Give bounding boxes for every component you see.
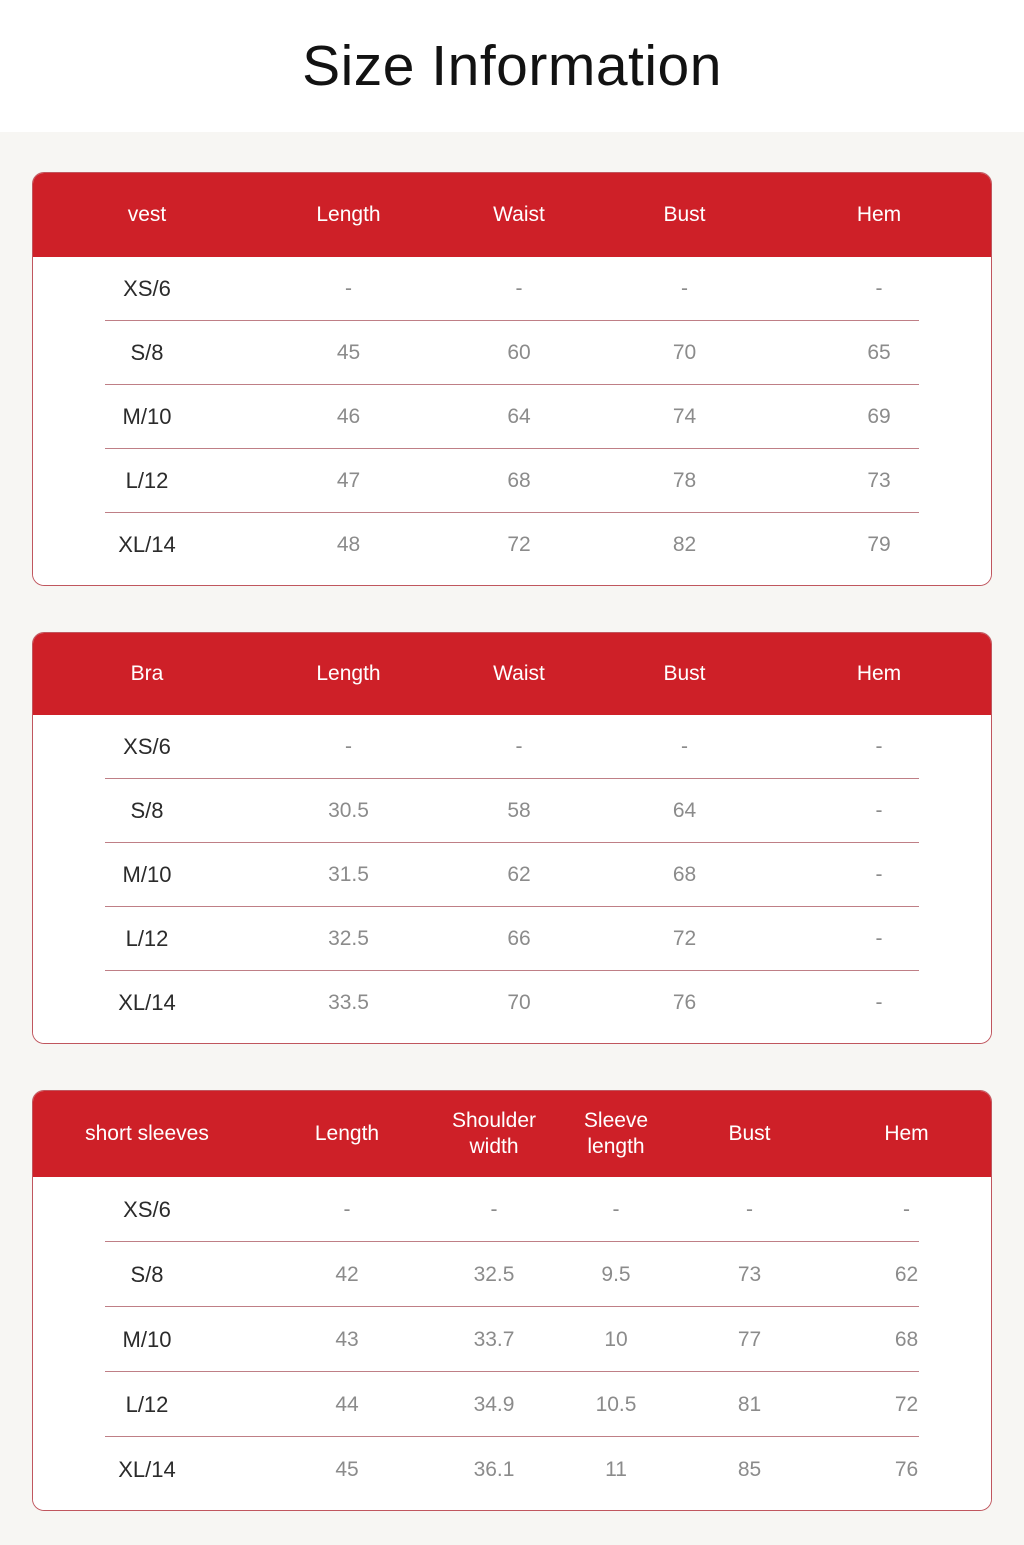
cell-waist: 70 [507,991,531,1014]
cell-hem: - [875,277,883,300]
page-title: Size Information [302,33,722,98]
cell-bust: 70 [672,341,697,364]
cell-hem: - [875,799,883,822]
cell-bust: 64 [672,799,697,822]
size-table-short-sleeves [32,1090,992,1511]
cell-hem: 72 [894,1392,919,1416]
cell-sleeve-length: 10.5 [595,1392,637,1416]
column-header-category: Bra [130,662,164,686]
size-label: S/8 [130,340,164,365]
table-row [33,385,991,449]
size-label: XS/6 [123,1196,171,1222]
cell-length: 33.5 [328,991,369,1014]
table-row [33,321,991,385]
table-row [33,1242,991,1307]
size-label: XS/6 [123,276,171,301]
column-header-waist: Waist [493,662,545,686]
table-header-row [33,173,991,257]
cell-length: - [345,735,352,758]
column-header-waist: Waist [493,203,545,227]
cell-hem: 65 [867,341,891,364]
cell-length: 48 [336,533,361,556]
cell-bust: 72 [672,927,697,950]
size-label: M/10 [122,862,172,887]
table-row [33,1437,991,1502]
cell-bust: 73 [737,1262,762,1286]
cell-length: 42 [335,1262,359,1286]
cell-length: 31.5 [328,863,369,886]
column-header-category: vest [127,203,167,227]
column-header-hem: Hem [884,1122,929,1146]
size-table-vest [32,172,992,586]
table-row [33,843,991,907]
cell-waist: 66 [507,927,531,950]
cell-bust: 74 [672,405,697,428]
cell-hem: - [875,927,883,950]
column-header-sleeve-length: Sleeve length [583,1109,649,1158]
column-header-bust: Bust [728,1122,771,1146]
table-row [33,1307,991,1372]
cell-hem: 79 [867,533,891,556]
cell-hem: 76 [894,1457,919,1481]
size-label: S/8 [130,798,164,823]
cell-bust: - [681,277,688,300]
cell-shoulder-width: 33.7 [473,1327,515,1351]
table-row [33,257,991,321]
size-table-bra [32,632,992,1044]
cell-sleeve-length: 10 [604,1327,628,1351]
cell-length: 32.5 [328,927,369,950]
column-header-category: short sleeves [85,1122,209,1146]
column-header-hem: Hem [856,203,902,227]
cell-bust: 76 [672,991,697,1014]
cell-bust: - [681,735,688,758]
cell-waist: 62 [507,863,531,886]
cell-waist: 60 [507,341,531,364]
table-row [33,513,991,577]
cell-waist: 58 [507,799,531,822]
column-header-length: Length [316,662,381,686]
cell-length: 47 [336,469,361,492]
cell-shoulder-width: 32.5 [473,1262,515,1286]
size-label: XS/6 [123,734,171,759]
table-row [33,779,991,843]
column-header-shoulder-width: Shoulder width [451,1109,537,1158]
cell-bust: 68 [672,863,697,886]
cell-bust: 78 [672,469,697,492]
cell-waist: 64 [507,405,531,428]
column-header-bust: Bust [663,662,706,686]
size-label: S/8 [130,1261,164,1287]
cell-bust: - [746,1197,753,1221]
size-label: XL/14 [118,990,176,1015]
table-header-row [33,1091,991,1177]
cell-sleeve-length: - [612,1197,620,1221]
cell-bust: 81 [737,1392,762,1416]
size-label: L/12 [125,1391,169,1417]
cell-length: 45 [335,1457,359,1481]
cell-hem: - [903,1197,910,1221]
cell-hem: 69 [867,405,891,428]
title-band [0,0,1024,132]
cell-length: 30.5 [328,799,369,822]
table-row [33,715,991,779]
size-label: L/12 [125,926,169,951]
cell-length: 45 [336,341,361,364]
table-row [33,907,991,971]
cell-length: 44 [335,1392,359,1416]
column-header-bust: Bust [663,203,706,227]
table-row [33,1372,991,1437]
cell-bust: 82 [672,533,697,556]
table-body [33,715,991,1043]
cell-waist: - [515,277,523,300]
cell-bust: 85 [737,1457,762,1481]
cell-hem: 62 [894,1262,919,1286]
cell-hem: - [875,735,883,758]
cell-length: 46 [336,405,361,428]
cell-hem: - [875,863,883,886]
cell-hem: 73 [867,469,891,492]
cell-hem: 68 [894,1327,919,1351]
cell-waist: 72 [507,533,531,556]
cell-length: - [345,277,352,300]
table-row [33,449,991,513]
cell-hem: - [875,991,883,1014]
size-label: XL/14 [118,532,176,557]
cell-shoulder-width: 34.9 [473,1392,515,1416]
column-header-length: Length [314,1122,380,1146]
table-body [33,257,991,585]
cell-waist: - [515,735,523,758]
table-row [33,1177,991,1242]
tables-container [0,132,1024,1545]
cell-shoulder-width: 36.1 [473,1457,515,1481]
table-body [33,1177,991,1510]
cell-shoulder-width: - [490,1197,498,1221]
cell-bust: 77 [737,1327,762,1351]
size-label: M/10 [122,1326,172,1352]
column-header-hem: Hem [856,662,902,686]
cell-sleeve-length: 11 [605,1457,627,1481]
table-header-row [33,633,991,715]
cell-length: 43 [335,1327,359,1351]
size-label: M/10 [122,404,172,429]
size-label: XL/14 [118,1456,176,1482]
cell-length: - [343,1197,351,1221]
table-row [33,971,991,1035]
cell-waist: 68 [507,469,531,492]
cell-sleeve-length: 9.5 [601,1262,631,1286]
column-header-length: Length [316,203,381,227]
size-label: L/12 [125,468,169,493]
